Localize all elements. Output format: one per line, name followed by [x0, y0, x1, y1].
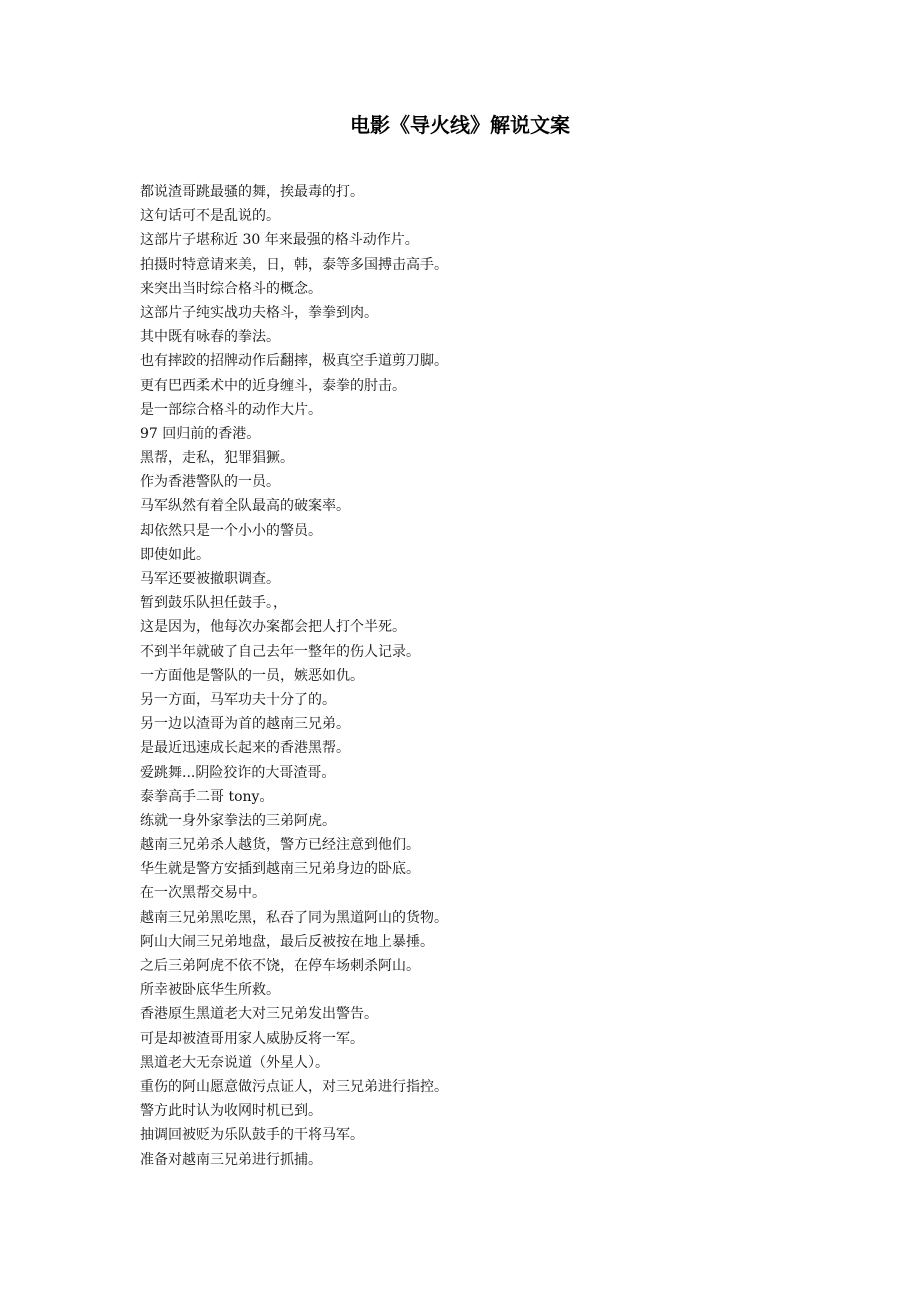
text-line: 抽调回被贬为乐队鼓手的干将马军。 — [140, 1127, 364, 1144]
text-line: 马军纵然有着全队最高的破案率。 — [140, 498, 350, 515]
text-line: 马军还要被撤职调查。 — [140, 571, 280, 587]
text-line: 之后三弟阿虎不依不饶，在停车场刺杀阿山。 — [140, 958, 420, 974]
text-line: 越南三兄弟杀人越货，警方已经注意到他们。 — [140, 837, 420, 854]
text-line: 另一边以渣哥为首的越南三兄弟。 — [140, 716, 350, 733]
text-line: 其中既有咏春的拳法。 — [140, 329, 280, 346]
text-line: 黑道老大无奈说道（外星人）。 — [140, 1054, 329, 1071]
text-line: 也有摔跤的招牌动作后翻摔，极真空手道剪刀脚。 — [140, 353, 448, 370]
text-line: 作为香港警队的一员。 — [140, 474, 280, 491]
text-line: 华生就是警方安插到越南三兄弟身边的卧底。 — [140, 861, 420, 878]
text-line: 一方面他是警队的一员，嫉恶如仇。 — [140, 667, 364, 684]
text-line: 准备对越南三兄弟进行抓捕。 — [140, 1151, 322, 1168]
text-line: 拍摄时特意请来美，日，韩，泰等多国搏击高手。 — [140, 256, 448, 273]
text-line: 警方此时认为收网时机已到。 — [140, 1103, 322, 1120]
text-line: 泰拳高手二哥 tony。 — [140, 788, 274, 805]
text-line: 阿山大闹三兄弟地盘，最后反被按在地上暴捶。 — [140, 933, 434, 950]
text-line: 爱跳舞...阴险狡诈的大哥渣哥。 — [140, 764, 336, 781]
document-body — [140, 180, 840, 1172]
text-line: 都说渣哥跳最骚的舞，挨最毒的打。 — [140, 184, 364, 200]
text-line: 练就一身外家拳法的三弟阿虎。 — [140, 812, 336, 829]
text-line: 这是因为，他每次办案都会把人打个半死。 — [140, 619, 406, 636]
text-line: 不到半年就破了自己去年一整年的伤人记录。 — [140, 643, 420, 660]
text-line: 即使如此。 — [140, 546, 210, 563]
text-line: 是最近迅速成长起来的香港黑帮。 — [140, 740, 350, 757]
text-line: 香港原生黑道老大对三兄弟发出警告。 — [140, 1006, 378, 1023]
text-line: 这部片子堪称近 30 年来最强的格斗动作片。 — [140, 232, 419, 249]
text-line: 97 回归前的香港。 — [140, 425, 261, 442]
text-line: 另一方面，马军功夫十分了的。 — [140, 691, 336, 708]
document-title: 电影《导火线》解说文案 — [350, 113, 570, 137]
text-line: 暂到鼓乐队担任鼓手。， — [140, 595, 287, 612]
text-line: 是一部综合格斗的动作大片。 — [140, 401, 322, 418]
text-line: 黑帮，走私，犯罪猖獗。 — [140, 450, 294, 467]
text-line: 这部片子纯实战功夫格斗，拳拳到肉。 — [140, 304, 378, 321]
text-line: 这句话可不是乱说的。 — [140, 208, 280, 225]
text-line: 更有巴西柔术中的近身缠斗，泰拳的肘击。 — [140, 377, 406, 394]
text-line: 越南三兄弟黑吃黑，私吞了同为黑道阿山的货物。 — [140, 909, 448, 926]
text-line: 却依然只是一个小小的警员。 — [140, 522, 322, 539]
text-line: 来突出当时综合格斗的概念。 — [140, 280, 322, 297]
text-line: 可是却被渣哥用家人威胁反将一军。 — [140, 1030, 364, 1047]
text-line: 重伤的阿山愿意做污点证人，对三兄弟进行指控。 — [140, 1078, 448, 1095]
text-line: 所幸被卧底华生所救。 — [140, 982, 280, 999]
text-line: 在一次黑帮交易中。 — [140, 885, 266, 902]
